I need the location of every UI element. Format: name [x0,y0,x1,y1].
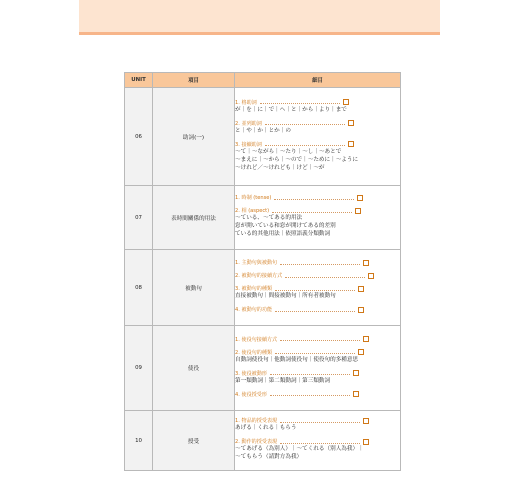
unit-number: 07 [125,186,153,250]
unit-topic: 使役 [153,326,235,411]
subtopic [235,370,400,385]
dotted-leader [285,274,365,278]
subtopic-title-row [235,349,400,356]
unit-topic: 被動句 [153,250,235,326]
detail-line: 窓が開いている和窓が開けてある的差別 [235,223,336,229]
table-row [125,186,401,250]
subtopic [235,349,400,364]
subtopic-title: 1. 物品的授受表現 [235,418,278,424]
checkbox-icon [363,418,369,424]
unit-details [235,326,401,411]
detail-line: ～てもらう（請對方為我） [235,454,303,460]
unit-topic: 授受 [153,411,235,471]
detail-line: が｜を｜に｜で｜へ｜と｜から｜より｜まで [235,106,347,113]
detail-line: ている的其他用法｜依照語義分類動詞 [235,231,331,237]
subtopic [235,306,400,313]
detail-line: 第一類動詞｜第二類動詞｜第三類動詞 [235,377,331,384]
detail-line: と｜や｜か｜とか｜の [235,127,291,134]
toc-table [124,72,401,471]
subtopic-title-row [235,306,400,313]
unit-number: 10 [125,411,153,471]
subtopic-title: 2. 動作的授受表現 [235,439,278,445]
subtopic [235,391,400,398]
subtopic [235,259,400,266]
subtopic-title: 2. 被動句的接續方式 [235,273,283,279]
subtopic-title: 1. 格助詞 [235,99,257,106]
dotted-leader [265,121,345,125]
subtopic-title-row [235,285,400,292]
checkbox-icon [358,286,364,292]
subtopic-title-row [235,438,400,445]
subtopic [235,194,400,201]
detail-line: あげる｜くれる｜もらう [235,425,297,431]
subtopic-title: 4. 被動句的功能 [235,307,273,313]
checkbox-icon [353,370,359,376]
checkbox-icon [353,391,359,397]
checkbox-icon [348,141,354,147]
subtopic-title: 4. 使役授受形 [235,391,267,398]
subtopic-title-row [235,417,400,424]
subtopic-title-row [235,336,400,343]
subtopic [235,336,400,343]
subtopic [235,285,400,300]
subtopic [235,120,400,135]
detail-line: ～けれど／～けれども｜けど｜～が [235,164,325,171]
subtopic [235,417,400,432]
table-row [125,88,401,186]
subtopic-title: 2. 相 (aspect) [235,208,270,214]
dotted-leader [275,308,355,312]
subtopic-title-row [235,370,400,377]
detail-line: ～て｜～ながら｜～たり｜～し｜～あとで [235,148,342,155]
dotted-leader [265,142,345,146]
subtopic-title-row [235,272,400,279]
table-row [125,411,401,471]
unit-details [235,411,401,471]
subtopic-title: 3. 接續助詞 [235,141,262,148]
dotted-leader [275,287,355,291]
subtopic-title-row [235,207,400,214]
subtopic [235,99,400,114]
subtopic-title-row [235,391,400,398]
subtopic-title: 1. 時制 (tense) [235,195,272,201]
detail-line: ～ている、～てある的用法 [235,215,303,221]
dotted-leader [270,371,350,375]
subtopic [235,272,400,279]
subtopic-title: 3. 使役被動形 [235,370,267,377]
detail-line: ～まえに｜～から｜～ので｜～ために｜～ように [235,156,359,163]
unit-details [235,88,401,186]
dotted-leader [280,419,360,423]
dotted-leader [280,261,360,265]
header-detail: 細目 [235,73,401,88]
detail-line: 直接被動句｜間接被動句｜所有者被動句 [235,293,336,299]
subtopic-title-row [235,141,400,148]
checkbox-icon [363,336,369,342]
header-item: 項目 [153,73,235,88]
subtopic-title: 3. 被動句的種類 [235,286,273,292]
subtopic [235,141,400,172]
checkbox-icon [358,307,364,313]
dotted-leader [280,440,360,444]
dotted-leader [272,209,352,213]
checkbox-icon [355,208,361,214]
table-row [125,250,401,326]
header-band [79,0,440,35]
unit-number: 08 [125,250,153,326]
table-row [125,326,401,411]
subtopic-title: 2. 並列助詞 [235,120,262,127]
dotted-leader [280,337,360,341]
unit-details [235,250,401,326]
subtopic-title: 1. 使役句接續方式 [235,336,278,343]
checkbox-icon [363,260,369,266]
unit-number: 09 [125,326,153,411]
detail-line: 自動詞使役句｜他動詞使役句｜使役句的多種意思 [235,356,359,363]
subtopic [235,207,400,238]
subtopic [235,438,400,461]
dotted-leader [274,196,354,200]
dotted-leader [275,350,355,354]
checkbox-icon [343,99,349,105]
detail-line: ～てあげる（為別人）｜～てくれる（別人為我）｜ [235,446,364,452]
subtopic-title-row [235,120,400,127]
unit-topic: 表時間關係的用法 [153,186,235,250]
checkbox-icon [357,195,363,201]
unit-number: 06 [125,88,153,186]
header-unit: UNIT [125,73,153,88]
subtopic-title: 2. 使役句的種類 [235,349,273,356]
subtopic-title-row [235,194,400,201]
checkbox-icon [348,120,354,126]
table-header-row [125,73,401,88]
checkbox-icon [363,439,369,445]
checkbox-icon [358,349,364,355]
unit-details [235,186,401,250]
checkbox-icon [368,273,374,279]
unit-topic: 助詞(一) [153,88,235,186]
dotted-leader [260,100,340,104]
subtopic-title-row [235,99,400,106]
subtopic-title-row [235,259,400,266]
subtopic-title: 1. 主動句與被動句 [235,260,278,266]
dotted-leader [270,392,350,396]
